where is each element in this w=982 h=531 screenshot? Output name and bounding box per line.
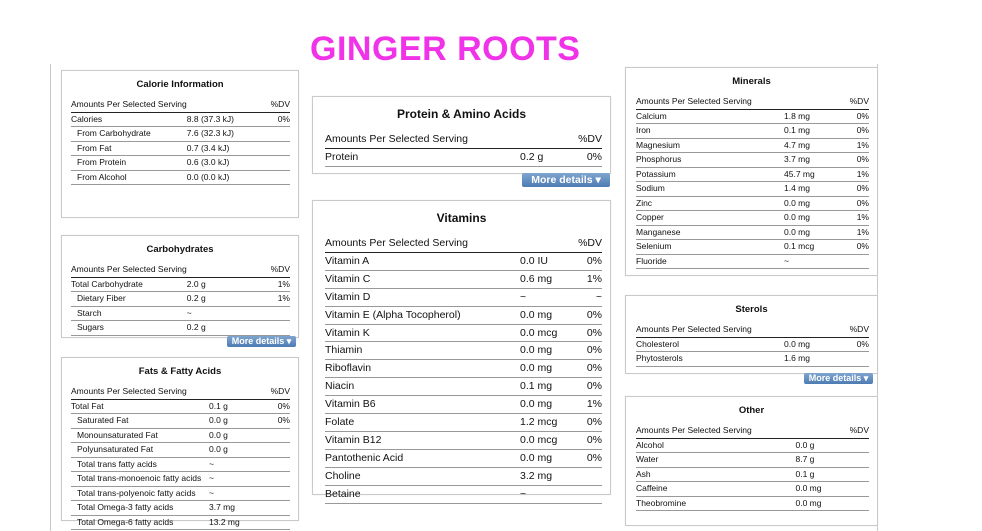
dv-header: %DV (850, 424, 869, 438)
nutrient-dv: 1% (570, 396, 602, 414)
nutrient-dv (269, 428, 290, 443)
nutrient-amount: 0.0 mg (520, 342, 570, 360)
table-row (325, 324, 602, 342)
nutrient-name: Manganese (636, 225, 784, 240)
amount-header-spacer (187, 263, 249, 277)
table-header-row (325, 235, 602, 252)
table-row (71, 292, 290, 307)
table-row (71, 306, 290, 321)
nutrient-amount: 1.6 mg (784, 352, 841, 367)
nutrient-dv: 1% (841, 167, 869, 182)
dv-header: %DV (249, 263, 290, 277)
dv-header: %DV (570, 131, 602, 148)
nutrient-amount: 0.0 mg (520, 306, 570, 324)
nutrient-dv: ~ (570, 288, 602, 306)
amounts-header: Amounts Per Selected Serving (71, 385, 209, 399)
nutrient-name: Cholesterol (636, 337, 784, 352)
table-row (636, 196, 869, 211)
table-row (71, 515, 290, 530)
table-row (636, 182, 869, 197)
panel-title: Other (738, 405, 765, 416)
nutrient-dv: 0% (841, 124, 869, 139)
nutrient-dv: 0% (570, 431, 602, 449)
nutrient-name: Vitamin B6 (325, 396, 520, 414)
table-row (325, 431, 602, 449)
protein-table (325, 131, 602, 167)
nutrient-dv (841, 352, 869, 367)
table-row (71, 486, 290, 501)
nutrient-name: Choline (325, 467, 520, 485)
table-row (325, 252, 602, 270)
table-header-row (71, 98, 290, 112)
table-row (636, 240, 869, 255)
nutrient-dv: 0% (570, 360, 602, 378)
table-row (636, 337, 869, 352)
nutrient-dv: 0% (570, 324, 602, 342)
nutrient-amount: 3.7 mg (209, 501, 269, 516)
panel-title: Fats & Fatty Acids (138, 366, 222, 377)
panel-title: Carbohydrates (146, 244, 214, 255)
nutrient-name: Potassium (636, 167, 784, 182)
table-row (325, 378, 602, 396)
amount-header-spacer (187, 98, 249, 112)
nutrient-dv: 0% (841, 337, 869, 352)
table-row (636, 225, 869, 240)
nutrient-name: Total trans-polyenoic fatty acids (71, 486, 209, 501)
nutrient-name: From Protein (71, 156, 187, 171)
nutrient-amount: 0.2 g (520, 148, 570, 166)
nutrient-amount: 8.7 g (796, 453, 850, 468)
table-row (636, 352, 869, 367)
nutrient-dv (850, 453, 869, 468)
nutrient-dv: 0% (570, 378, 602, 396)
table-row (636, 138, 869, 153)
page-title: GINGER ROOTS (310, 30, 581, 68)
amount-header-spacer (796, 424, 850, 438)
nutrient-amount: 1.2 mcg (520, 414, 570, 432)
nutrient-name: Sugars (71, 321, 187, 336)
column-divider-left (50, 64, 51, 531)
nutrient-name: Iron (636, 124, 784, 139)
nutrient-dv: 0% (841, 196, 869, 211)
nutrient-amount: 0.0 mg (796, 496, 850, 511)
nutrient-dv (269, 501, 290, 516)
nutrient-name: Folate (325, 414, 520, 432)
amounts-header: Amounts Per Selected Serving (636, 323, 784, 337)
nutrient-amount: 13.2 mg (209, 515, 269, 530)
table-row (636, 496, 869, 511)
table-header-row (636, 424, 869, 438)
nutrient-dv: 0% (269, 414, 290, 429)
nutrient-dv (269, 457, 290, 472)
nutrient-dv: 0% (269, 399, 290, 414)
table-row (325, 342, 602, 360)
nutrient-amount: 0.1 mg (784, 124, 841, 139)
nutrient-name: Magnesium (636, 138, 784, 153)
fats-table (71, 385, 290, 530)
nutrient-amount: 0.0 g (796, 438, 850, 453)
nutrient-amount: ~ (209, 486, 269, 501)
nutrient-dv: 0% (570, 449, 602, 467)
table-row (325, 360, 602, 378)
nutrient-dv (249, 141, 290, 156)
table-row (636, 254, 869, 269)
nutrient-amount: 0.2 g (187, 292, 249, 307)
nutrient-amount: 0.1 g (209, 399, 269, 414)
nutrient-amount: ~ (520, 288, 570, 306)
nutrient-dv: 0% (841, 109, 869, 124)
nutrient-name: Total Carbohydrate (71, 277, 187, 292)
nutrient-amount: 0.0 mg (784, 196, 841, 211)
table-row (325, 306, 602, 324)
nutrient-name: Betaine (325, 485, 520, 503)
nutrient-amount: ~ (209, 457, 269, 472)
nutrient-amount: 0.0 IU (520, 252, 570, 270)
nutrient-amount: 0.0 mg (784, 337, 841, 352)
nutrient-amount: 0.0 mg (784, 211, 841, 226)
amounts-header: Amounts Per Selected Serving (636, 95, 784, 109)
nutrient-name: Protein (325, 148, 520, 166)
table-row (71, 501, 290, 516)
nutrient-dv (249, 156, 290, 171)
nutrient-name: Vitamin D (325, 288, 520, 306)
table-row (636, 438, 869, 453)
nutrient-name: Monounsaturated Fat (71, 428, 209, 443)
table-row (325, 485, 602, 503)
nutrient-dv: 0% (570, 342, 602, 360)
nutrient-name: From Alcohol (71, 170, 187, 185)
table-header-row (636, 323, 869, 337)
table-row (71, 127, 290, 142)
nutrient-dv (249, 170, 290, 185)
nutrient-name: Theobromine (636, 496, 796, 511)
nutrient-amount: 0.0 mg (796, 482, 850, 497)
table-row (636, 453, 869, 468)
dv-header: %DV (269, 385, 290, 399)
other-table (636, 424, 869, 511)
table-row (636, 153, 869, 168)
nutrient-name: Niacin (325, 378, 520, 396)
nutrient-dv (269, 486, 290, 501)
table-row (71, 156, 290, 171)
nutrient-amount: 0.0 g (209, 414, 269, 429)
nutrient-name: Polyunsaturated Fat (71, 443, 209, 458)
calorie-table (71, 98, 290, 185)
nutrient-amount: 1.4 mg (784, 182, 841, 197)
nutrient-name: Thiamin (325, 342, 520, 360)
table-header-row (325, 131, 602, 148)
carbohydrates-table (71, 263, 290, 336)
nutrient-dv: 1% (249, 277, 290, 292)
nutrient-name: Total Omega-6 fatty acids (71, 515, 209, 530)
nutrient-name: Vitamin C (325, 270, 520, 288)
table-row (325, 148, 602, 166)
nutrient-dv: 0% (570, 414, 602, 432)
table-row (71, 472, 290, 487)
nutrient-dv (269, 515, 290, 530)
nutrient-name: Total trans-monoenoic fatty acids (71, 472, 209, 487)
nutrient-amount: 2.0 g (187, 277, 249, 292)
minerals-panel (625, 67, 878, 276)
nutrient-dv: 1% (841, 225, 869, 240)
nutrient-amount: ~ (187, 306, 249, 321)
nutrient-name: Pantothenic Acid (325, 449, 520, 467)
nutrient-name: Ash (636, 467, 796, 482)
nutrient-amount: 0.1 g (796, 467, 850, 482)
nutrient-dv (269, 472, 290, 487)
nutrient-name: Total Omega-3 fatty acids (71, 501, 209, 516)
nutrient-amount: 0.2 g (187, 321, 249, 336)
nutrient-dv (570, 467, 602, 485)
panel-title: Minerals (732, 76, 771, 87)
nutrient-amount: 0.1 mg (520, 378, 570, 396)
nutrient-dv (249, 127, 290, 142)
nutrient-dv: 1% (841, 138, 869, 153)
nutrient-amount: 0.1 mcg (784, 240, 841, 255)
nutrient-name: Sodium (636, 182, 784, 197)
nutrient-dv: 1% (841, 211, 869, 226)
nutrient-amount: 0.0 mcg (520, 324, 570, 342)
nutrient-name: Vitamin K (325, 324, 520, 342)
dv-header: %DV (841, 95, 869, 109)
nutrient-amount: 8.8 (37.3 kJ) (187, 112, 249, 127)
table-row (636, 467, 869, 482)
nutrient-dv: 0% (570, 148, 602, 166)
table-row (636, 124, 869, 139)
nutrient-amount: 0.0 mg (520, 396, 570, 414)
nutrient-amount: 3.2 mg (520, 467, 570, 485)
sterols-panel (625, 295, 878, 374)
nutrient-name: Riboflavin (325, 360, 520, 378)
minerals-table (636, 95, 869, 269)
other-panel (625, 396, 878, 526)
amounts-header: Amounts Per Selected Serving (325, 131, 520, 148)
table-row (325, 288, 602, 306)
nutrient-dv (841, 254, 869, 269)
nutrient-name: From Fat (71, 141, 187, 156)
amounts-header: Amounts Per Selected Serving (636, 424, 796, 438)
nutrient-dv: 1% (570, 270, 602, 288)
nutrient-amount: 0.0 (0.0 kJ) (187, 170, 249, 185)
nutrient-name: Water (636, 453, 796, 468)
protein-more-details-button[interactable]: More details ▾ (522, 173, 610, 187)
nutrient-amount: 45.7 mg (784, 167, 841, 182)
nutrient-amount: 7.6 (32.3 kJ) (187, 127, 249, 142)
protein-panel (312, 96, 611, 174)
vitamins-table (325, 235, 602, 504)
fats-panel (61, 357, 299, 527)
nutrient-dv (249, 306, 290, 321)
table-row (71, 141, 290, 156)
dv-header: %DV (570, 235, 602, 252)
table-row (636, 482, 869, 497)
amount-header-spacer (520, 131, 570, 148)
nutrient-name: Calcium (636, 109, 784, 124)
nutrient-amount: 0.0 g (209, 428, 269, 443)
nutrient-name: Starch (71, 306, 187, 321)
table-row (325, 449, 602, 467)
nutrient-amount: 0.6 (3.0 kJ) (187, 156, 249, 171)
table-row (71, 321, 290, 336)
amount-header-spacer (784, 95, 841, 109)
calorie-information-panel (61, 70, 299, 218)
nutrient-dv (850, 496, 869, 511)
nutrient-amount: 0.0 mg (784, 225, 841, 240)
nutrient-amount: ~ (209, 472, 269, 487)
table-header-row (636, 95, 869, 109)
table-row (71, 443, 290, 458)
panel-title: Sterols (735, 304, 768, 315)
nutrient-name: Dietary Fiber (71, 292, 187, 307)
nutrient-dv: 0% (841, 153, 869, 168)
table-row (71, 277, 290, 292)
table-row (325, 467, 602, 485)
sterols-more-details-button[interactable]: More details ▾ (804, 373, 873, 384)
nutrient-dv: 0% (249, 112, 290, 127)
table-row (636, 109, 869, 124)
panel-title: Calorie Information (136, 79, 224, 90)
nutrient-name: Zinc (636, 196, 784, 211)
table-row (71, 112, 290, 127)
nutrient-name: Vitamin B12 (325, 431, 520, 449)
dv-header: %DV (249, 98, 290, 112)
nutrient-amount: ~ (520, 485, 570, 503)
table-header-row (71, 385, 290, 399)
dv-header: %DV (841, 323, 869, 337)
nutrient-dv (269, 443, 290, 458)
nutrient-name: Total Fat (71, 399, 209, 414)
table-row (71, 414, 290, 429)
nutrient-dv (249, 321, 290, 336)
amounts-header: Amounts Per Selected Serving (71, 263, 187, 277)
table-row (325, 396, 602, 414)
nutrient-name: Alcohol (636, 438, 796, 453)
nutrient-name: From Carbohydrate (71, 127, 187, 142)
nutrient-name: Vitamin A (325, 252, 520, 270)
nutrient-dv: 0% (841, 182, 869, 197)
table-row (71, 170, 290, 185)
vitamins-panel (312, 200, 611, 500)
table-row (325, 414, 602, 432)
nutrient-name: Copper (636, 211, 784, 226)
table-row (636, 211, 869, 226)
panel-title: Vitamins (436, 211, 487, 225)
nutrient-dv (850, 482, 869, 497)
nutrient-amount: ~ (784, 254, 841, 269)
nutrient-amount: 0.0 mg (520, 449, 570, 467)
nutrient-name: Saturated Fat (71, 414, 209, 429)
amounts-header: Amounts Per Selected Serving (325, 235, 520, 252)
nutrient-dv (570, 485, 602, 503)
nutrient-amount: 0.0 mg (520, 360, 570, 378)
nutrient-amount: 0.6 mg (520, 270, 570, 288)
carbohydrates-panel (61, 235, 299, 338)
nutrient-name: Vitamin E (Alpha Tocopherol) (325, 306, 520, 324)
nutrient-name: Total trans fatty acids (71, 457, 209, 472)
nutrient-dv (850, 467, 869, 482)
nutrient-name: Calories (71, 112, 187, 127)
nutrient-amount: 0.0 mcg (520, 431, 570, 449)
nutrient-amount: 4.7 mg (784, 138, 841, 153)
amounts-header: Amounts Per Selected Serving (71, 98, 187, 112)
nutrient-dv: 0% (841, 240, 869, 255)
nutrient-name: Phytosterols (636, 352, 784, 367)
nutrient-amount: 1.8 mg (784, 109, 841, 124)
nutrient-dv: 0% (570, 252, 602, 270)
panel-title: Protein & Amino Acids (396, 107, 527, 121)
amount-header-spacer (784, 323, 841, 337)
nutrient-name: Selenium (636, 240, 784, 255)
sterols-table (636, 323, 869, 367)
nutrient-name: Fluoride (636, 254, 784, 269)
table-row (636, 167, 869, 182)
nutrient-dv (850, 438, 869, 453)
nutrient-dv: 0% (570, 306, 602, 324)
amount-header-spacer (209, 385, 269, 399)
carbohydrates-more-details-button[interactable]: More details ▾ (227, 336, 296, 347)
table-row (71, 457, 290, 472)
table-row (71, 428, 290, 443)
nutrient-dv: 1% (249, 292, 290, 307)
table-header-row (71, 263, 290, 277)
nutrient-amount: 0.0 g (209, 443, 269, 458)
table-row (325, 270, 602, 288)
table-row (71, 399, 290, 414)
nutrient-name: Caffeine (636, 482, 796, 497)
nutrient-name: Phosphorus (636, 153, 784, 168)
nutrient-amount: 0.7 (3.4 kJ) (187, 141, 249, 156)
amount-header-spacer (520, 235, 570, 252)
nutrient-amount: 3.7 mg (784, 153, 841, 168)
